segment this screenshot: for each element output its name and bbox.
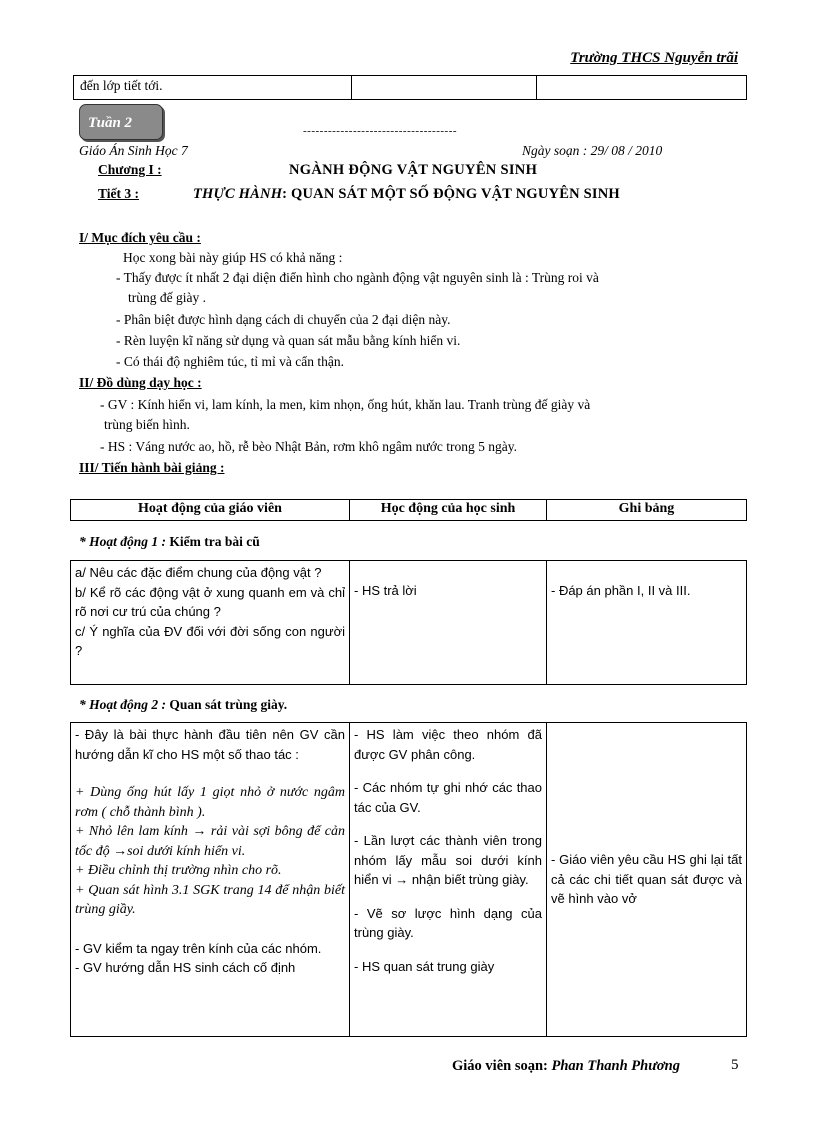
activity1-heading [79,534,260,550]
footer-author [452,1058,680,1075]
activity1-board-text: - Đáp án phần I, II và III. [551,583,691,598]
activity2-teacher-line: - GV kiểm ta ngay trên kính của các nhóm. [75,940,322,956]
activity2-student-line: - HS quan sát trung giày [354,958,495,974]
right-arrow-icon: → [395,872,409,887]
section2-item: trùng biến hình. [104,417,190,432]
activity1-student-text: - HS trả lời [354,583,417,598]
cont-cell-1: đến lớp tiết tới. [74,76,352,100]
activity2-teacher-fragment: soi dưới kính hiển vi. [127,843,246,859]
activity2-student-line [354,831,542,890]
activity1-teacher-cell [71,561,350,685]
activity1-student-cell [350,561,547,685]
activity2-teacher-line [75,822,345,861]
page-number: 5 [731,1057,739,1073]
lesson-title-rest: : QUAN SÁT MỘT SỐ ĐỘNG VẬT NGUYÊN SINH [282,186,620,202]
activity2-teacher-line: - GV hướng dẫn HS sinh cách cố định [75,960,296,975]
chapter-title: NGÀNH ĐỘNG VẬT NGUYÊN SINH [289,162,538,178]
section1-item: - Phân biệt được hình dạng cách di chuyển của 2 đại diện này. [116,312,451,327]
activity2-teacher-line: + Điều chỉnh thị trường nhìn cho rõ. [75,863,282,878]
section2-item: - GV : Kính hiển vi, lam kính, la men, kim nhọn, ống hút, khăn lau. Tranh trùng đế giày và [100,397,591,412]
section2-heading: II/ Đồ dùng dạy học : [79,375,202,390]
activity2-teacher-line: + Quan sát hình 3.1 SGK trang 14 để nhận biết trùng giầy. [75,882,345,917]
footer-label: Giáo viên soạn: [452,1058,548,1074]
section1-item: - Rèn luyện kĩ năng sử dụng và quan sát mẫu bằng kính hiển vi. [116,333,461,348]
right-arrow-icon: → [113,843,128,859]
continuation-table [73,75,747,100]
activity2-student-line: - Vẽ sơ lược hình dạng của trùng giày. [354,905,542,940]
activity2-student-line: - Các nhóm tự ghi nhớ các thao tác của GV. [354,780,542,815]
prep-date: Ngày soạn : 29/ 08 / 2010 [522,143,663,158]
activity2-teacher-cell [71,723,350,1037]
activity2-title: Quan sát trùng giày. [169,697,288,712]
activity2-student-line: - HS làm việc theo nhóm đã được GV phân công. [354,727,542,762]
activity2-student-cell [350,723,547,1037]
subject-label: Giáo Án Sinh Học 7 [79,143,188,158]
school-header: Trường THCS Nguyễn trãi [570,50,738,66]
col-header-student: Học động của học sinh [350,500,547,521]
cont-cell-3 [537,76,747,100]
col-header-board: Ghi bảng [547,500,747,521]
activity1-teacher-line: a/ Nêu các đặc điểm chung của động vật ? [75,565,322,580]
week-badge: Tuần 2 [79,104,163,140]
activity2-heading [79,697,287,713]
section1-item: - Thấy được ít nhất 2 đại diện điển hình cho ngành động vật nguyên sinh là : Trùng roi và [116,270,599,285]
activity1-board-cell [547,561,747,685]
chapter-label: Chương I : [98,162,162,177]
activity2-board-cell [547,723,747,1037]
col-header-teacher: Hoạt động của giáo viên [71,500,350,521]
separator-line: ------------------------------------- [303,125,458,137]
section1-intro: Học xong bài này giúp HS có khả năng : [123,250,343,265]
lesson-title-prefix: THỰC HÀNH [193,186,283,202]
activity2-label: * Hoạt động 2 : [79,697,167,712]
activity1-table [70,560,747,685]
section1-item: trùng đế giày . [128,290,206,305]
activity2-student-fragment: nhận biết trùng giày. [411,872,529,887]
section2-item: - HS : Váng nước ao, hồ, rễ bèo Nhật Bản, rơm khô ngâm nước trong 5 ngày. [100,439,517,454]
activity2-table [70,722,747,1037]
cont-cell-2 [352,76,537,100]
activity-header-table [70,499,747,521]
lesson-title [193,186,620,203]
footer-name: Phan Thanh Phương [551,1058,680,1074]
activity1-label: * Hoạt động 1 : [79,534,167,549]
activity2-student-fragment: - Lần lượt các thành viên trong nhóm lấy mẫu soi dưới kính hiển vi [354,833,542,887]
right-arrow-icon: → [192,824,207,839]
activity1-teacher-line: c/ Ý nghĩa của ĐV đối với đời sống con người ? [75,623,345,658]
lesson-label: Tiết 3 : [98,186,139,201]
activity2-teacher-line: - Đây là bài thực hành đầu tiên nên GV cần hướng dẫn kĩ cho HS một số thao tác : [75,727,345,762]
section1-heading: I/ Mục đích yêu cầu : [79,230,201,245]
activity2-teacher-fragment: rải vài sợi bông để cản tốc độ [75,824,345,859]
activity2-teacher-line: + Dùng ống hút lấy 1 giọt nhỏ ở nước ngâm rơm ( chỗ thành bình ). [75,785,345,820]
activity1-title: Kiểm tra bài cũ [169,534,260,549]
activity2-board-text: - Giáo viên yêu cầu HS ghi lại tất cả các chi tiết quan sát được và vẽ hình vào vở [551,852,742,907]
section1-item: - Có thái độ nghiêm túc, tỉ mỉ và cẩn thận. [116,354,344,369]
activity1-teacher-line: b/ Kể rõ các động vật ở xung quanh em và chỉ rõ nơi cư trú của chúng ? [75,584,345,619]
activity2-teacher-fragment: + Nhỏ lên lam kính [75,824,188,839]
section3-heading: III/ Tiến hành bài giảng : [79,460,225,475]
